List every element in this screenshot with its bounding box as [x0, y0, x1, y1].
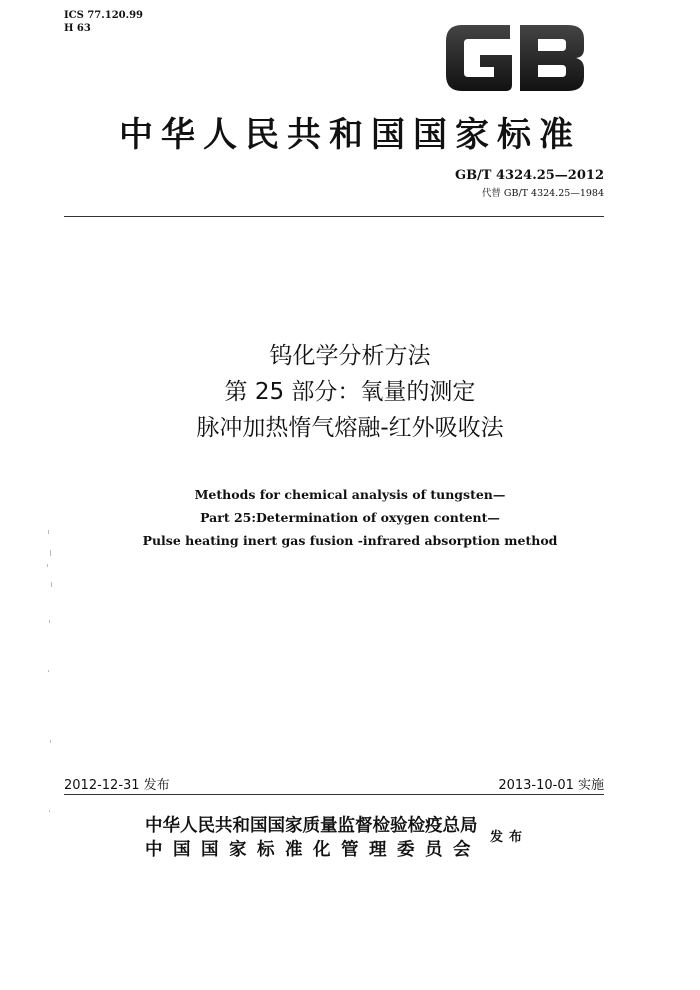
classification-codes	[64, 9, 143, 35]
ics-code: ICS 77.120.99	[64, 10, 144, 21]
english-title-line-2: Part 25:Determination of oxygen content—	[200, 510, 500, 525]
issuer-aqsiq: 中华人民共和国国家质量监督检验检疫总局	[145, 816, 478, 836]
publish-label: 发布	[490, 830, 529, 845]
replaces-standard: 代替 GB/T 4324.25—1984	[481, 188, 604, 199]
issuing-organizations	[145, 814, 481, 862]
issue-date: 2012-12-31 发布	[64, 778, 170, 793]
chinese-title-line-2: 第 25 部分：氧量的测定	[224, 379, 476, 405]
english-title-line-1: Methods for chemical analysis of tungsten—	[194, 487, 506, 502]
dates-row	[64, 774, 604, 793]
issuer-sac: 中国国家标准化管理委员会	[145, 840, 481, 860]
chinese-title-line-3: 脉冲加热惰气熔融-红外吸收法	[196, 415, 504, 441]
english-title	[0, 483, 700, 552]
standard-number-block	[455, 168, 604, 199]
english-title-line-3: Pulse heating inert gas fusion -infrared absorption method	[142, 533, 558, 548]
bottom-divider	[64, 794, 604, 795]
gb-logo-icon	[440, 15, 590, 101]
ccs-code: H 63	[64, 23, 91, 34]
national-standard-title: 中华人民共和国国家标准	[119, 115, 581, 155]
chinese-title-line-1: 钨化学分析方法	[269, 343, 431, 369]
standard-number: GB/T 4324.25—2012	[454, 168, 604, 183]
top-divider	[64, 216, 604, 217]
implementation-date: 2013-10-01 实施	[498, 778, 604, 793]
chinese-title	[0, 338, 700, 446]
scan-artifact-marks	[44, 530, 58, 830]
